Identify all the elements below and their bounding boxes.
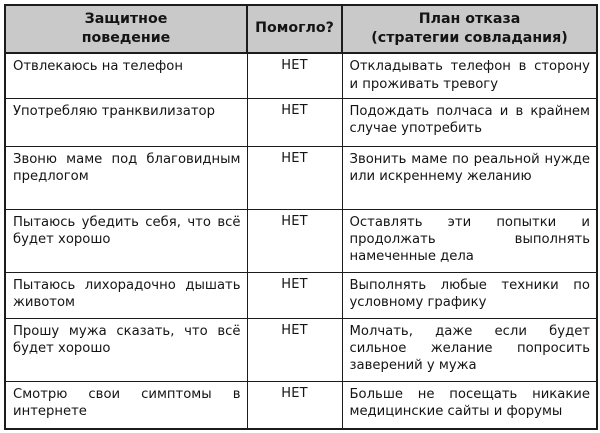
table-row <box>5 381 597 429</box>
coping-strategies-table <box>4 4 598 430</box>
column-header-behavior <box>5 5 247 53</box>
column-header-plan-line2: (стратегии совладания) <box>371 29 568 46</box>
cell-behavior: Смотрю свои симптомы в интернете <box>5 381 247 429</box>
cell-helped: НЕТ <box>247 53 342 98</box>
cell-behavior: Употребляю транквилизатор <box>5 98 247 146</box>
cell-helped: НЕТ <box>247 272 342 318</box>
cell-plan: Молчать, даже если будет сильное желание попросить заверений у мужа <box>342 318 597 381</box>
column-header-behavior-line1: Защитное <box>84 11 168 27</box>
cell-behavior: Прошу мужа сказать, что всё будет хорошо <box>5 318 247 381</box>
cell-plan: Оставлять эти попытки и продолжать выполнять намеченные дела <box>342 209 597 272</box>
table-row <box>5 209 597 272</box>
cell-helped: НЕТ <box>247 381 342 429</box>
column-header-helped-line1: Помогло? <box>255 20 334 37</box>
column-header-helped <box>247 5 342 53</box>
cell-helped: НЕТ <box>247 98 342 146</box>
column-header-behavior-line2: поведение <box>81 29 171 46</box>
cell-plan: Больше не посещать никакие медицинские сайты и форумы <box>342 381 597 429</box>
table-row <box>5 146 597 209</box>
table-row <box>5 53 597 98</box>
cell-behavior: Пытаюсь лихорадочно дышать животом <box>5 272 247 318</box>
table-row <box>5 272 597 318</box>
cell-behavior: Звоню маме под благовидным предлогом <box>5 146 247 209</box>
header-row <box>5 5 597 53</box>
cell-helped: НЕТ <box>247 318 342 381</box>
cell-plan: Звонить маме по реальной нужде или искреннему желанию <box>342 146 597 209</box>
table-header <box>5 5 597 53</box>
table-row <box>5 98 597 146</box>
table-body <box>5 53 597 429</box>
column-header-plan <box>342 5 597 53</box>
cell-helped: НЕТ <box>247 209 342 272</box>
cell-behavior: Отвлекаюсь на телефон <box>5 53 247 98</box>
cell-plan: Подождать полчаса и в крайнем случае употребить <box>342 98 597 146</box>
cell-helped: НЕТ <box>247 146 342 209</box>
table-row <box>5 318 597 381</box>
cell-behavior: Пытаюсь убедить себя, что всё будет хорошо <box>5 209 247 272</box>
cell-plan: Выполнять любые техники по условному графику <box>342 272 597 318</box>
column-header-plan-line1: План отказа <box>418 11 521 27</box>
cell-plan: Откладывать телефон в сторону и проживать тревогу <box>342 53 597 98</box>
